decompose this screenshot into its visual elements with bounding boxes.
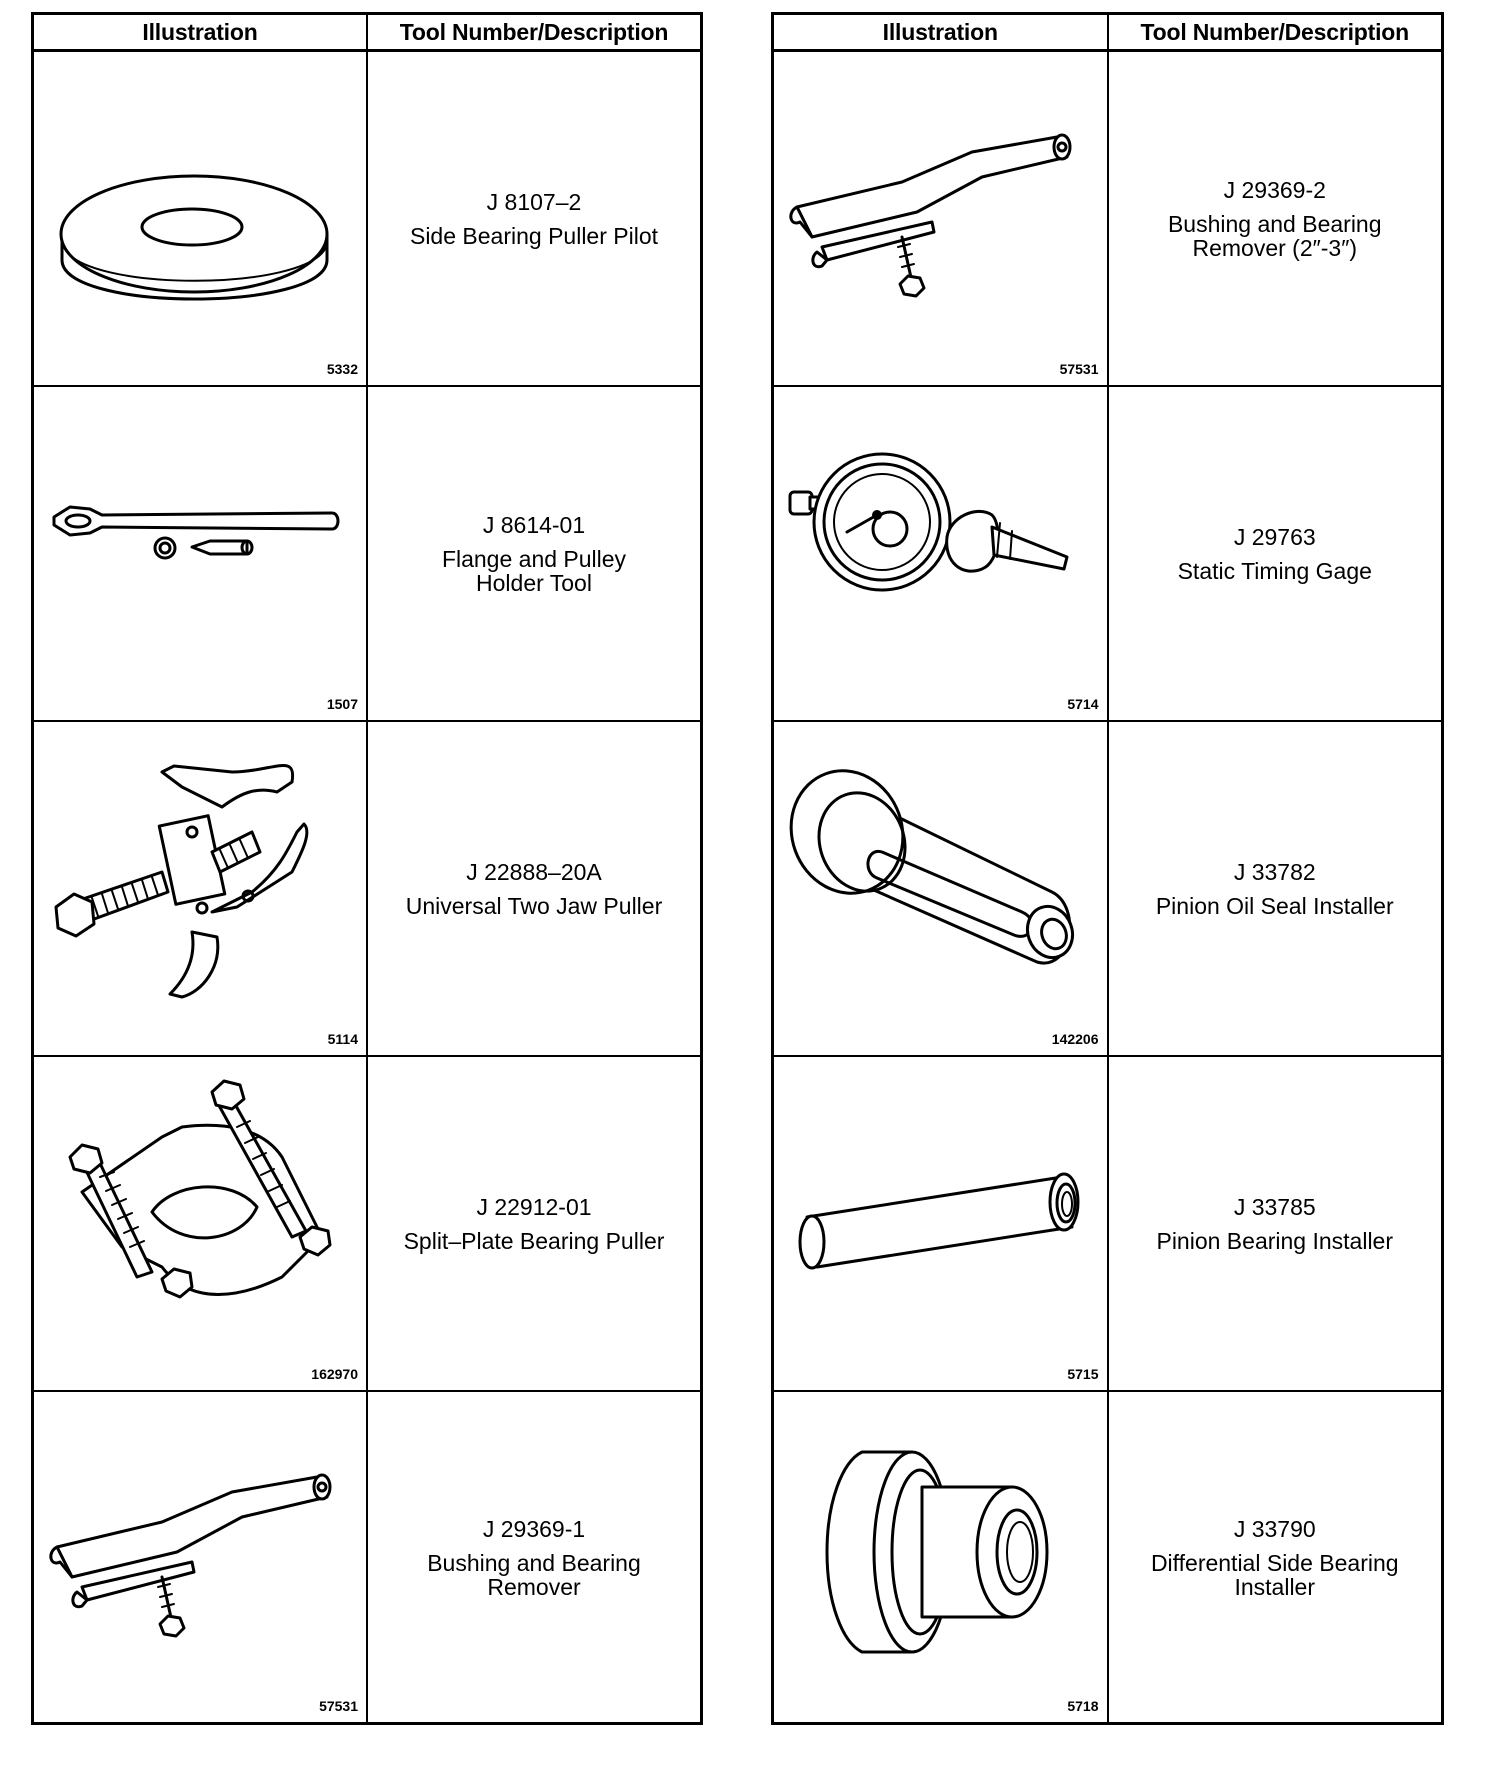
illustration-cell <box>33 386 368 721</box>
tool-description-cell <box>1108 51 1443 387</box>
illustration-cell <box>33 1056 368 1391</box>
tool-description: Bushing and Bearing Remover (2″-3″) <box>1167 211 1382 261</box>
side-bearing-installer-icon <box>782 1402 1102 1697</box>
side-bearing-puller-pilot-icon <box>42 62 362 357</box>
split-plate-puller-icon <box>42 1067 362 1362</box>
table-row <box>773 1056 1443 1391</box>
figure-number: 5714 <box>1067 696 1099 712</box>
figure-number: 5718 <box>1067 1698 1099 1714</box>
tool-number: J 22912-01 <box>476 1194 592 1220</box>
tool-description-cell <box>1108 386 1443 721</box>
two-jaw-puller-icon <box>42 732 362 1027</box>
figure-number: 5114 <box>327 1031 358 1047</box>
tool-number: J 29763 <box>1233 524 1316 550</box>
illustration-cell <box>773 1391 1108 1724</box>
tool-description-cell <box>367 51 702 387</box>
table-row <box>33 386 702 721</box>
tool-description: Side Bearing Puller Pilot <box>409 223 659 249</box>
tool-description: Flange and Pulley Holder Tool <box>441 546 627 596</box>
tool-description: Pinion Oil Seal Installer <box>1155 893 1394 919</box>
illustration-cell <box>33 721 368 1056</box>
illustration-cell <box>773 386 1108 721</box>
bushing-remover-icon <box>782 62 1102 357</box>
figure-number: 57531 <box>1059 361 1099 377</box>
illustration-cell <box>33 51 368 387</box>
tool-number: J 33782 <box>1233 859 1316 885</box>
table-row <box>773 1391 1443 1724</box>
tool-description: Universal Two Jaw Puller <box>405 893 663 919</box>
tool-description: Bushing and Bearing Remover <box>427 1549 641 1600</box>
illustration-cell <box>773 51 1108 387</box>
table-row <box>33 1391 702 1724</box>
tool-description-cell <box>1108 1056 1443 1391</box>
tool-description-cell <box>1108 1391 1443 1724</box>
table-row <box>33 721 702 1056</box>
tool-table-left <box>31 12 703 1725</box>
flange-holder-tool-icon <box>42 397 362 692</box>
table-row <box>773 386 1443 721</box>
seal-installer-icon <box>782 732 1102 1027</box>
illustration-header: Illustration <box>33 14 368 51</box>
tool-description-cell <box>367 721 702 1056</box>
tool-description-cell <box>367 1056 702 1391</box>
tool-description: Static Timing Gage <box>1177 558 1372 584</box>
header-row <box>773 14 1443 51</box>
tool-number: J 22888–20A <box>466 859 602 885</box>
figure-number: 5332 <box>326 361 358 377</box>
figure-number: 57531 <box>319 1698 358 1714</box>
figure-number: 5715 <box>1067 1366 1099 1382</box>
illustration-cell <box>773 1056 1108 1391</box>
illustration-header: Illustration <box>773 14 1108 51</box>
tool-number: J 8107–2 <box>486 189 582 215</box>
tool-description: Pinion Bearing Installer <box>1156 1228 1394 1254</box>
tool-description: Split–Plate Bearing Puller <box>403 1228 665 1254</box>
figure-number: 1507 <box>326 696 358 712</box>
table-row <box>33 51 702 387</box>
header-row <box>33 14 702 51</box>
tool-number: J 29369-2 <box>1223 177 1326 203</box>
table-row <box>773 721 1443 1056</box>
table-row <box>773 51 1443 387</box>
tool-description-cell <box>367 386 702 721</box>
tool-number: J 8614-01 <box>482 512 586 538</box>
tool-description-cell <box>367 1391 702 1724</box>
tool-description-cell <box>1108 721 1443 1056</box>
table-row <box>33 1056 702 1391</box>
illustration-cell <box>773 721 1108 1056</box>
figure-number: 142206 <box>1051 1031 1099 1047</box>
tool-table-right <box>771 12 1444 1725</box>
tool-number: J 33790 <box>1233 1515 1316 1542</box>
tool-number: J 29369-1 <box>482 1515 586 1542</box>
figure-number: 162970 <box>311 1366 358 1382</box>
bushing-remover-icon <box>42 1402 362 1697</box>
timing-gage-icon <box>782 397 1102 692</box>
tool-description: Differential Side Bearing Installer <box>1150 1549 1399 1600</box>
tool-header: Tool Number/Description <box>367 14 702 51</box>
tool-header: Tool Number/Description <box>1108 14 1443 51</box>
bearing-installer-icon <box>782 1067 1102 1362</box>
tool-number: J 33785 <box>1233 1194 1316 1220</box>
illustration-cell <box>33 1391 368 1724</box>
